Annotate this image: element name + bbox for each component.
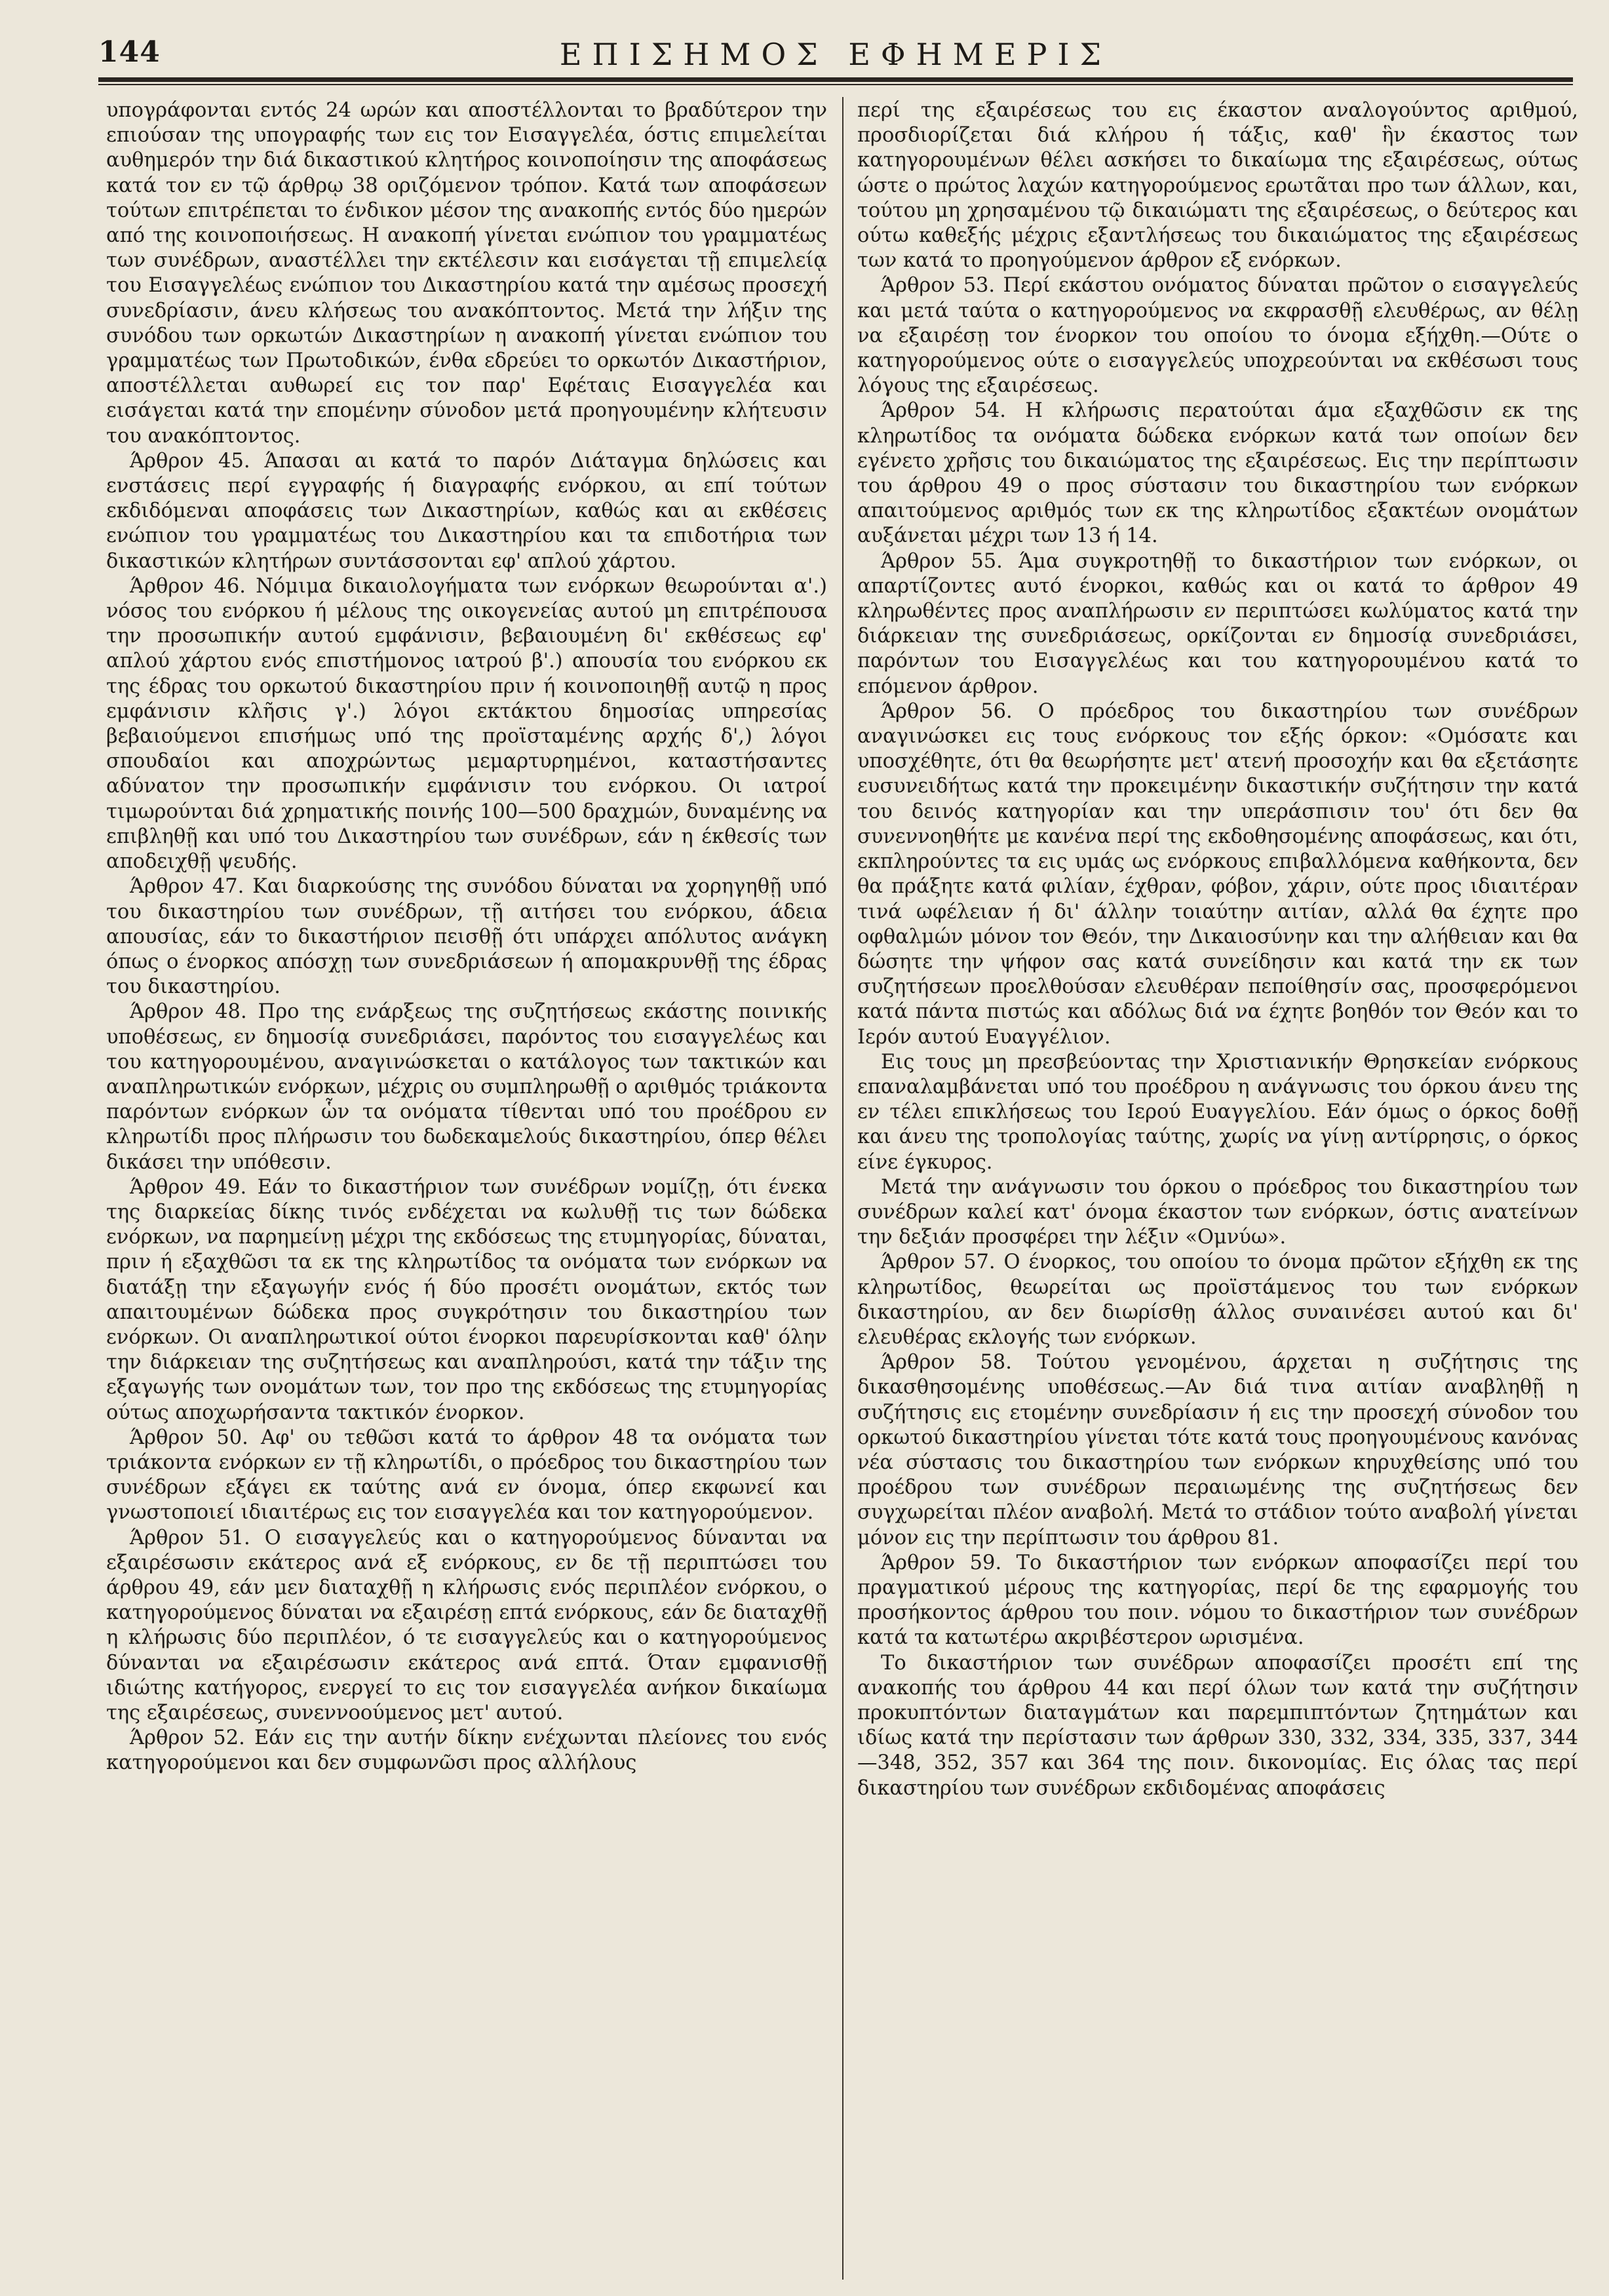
paragraph: υπογράφονται εντός 24 ωρών και αποστέλλονται το βραδύτερον την επιούσαν της υπογραφής των εις τον Εισαγγελέα, όστις επιμελείται αυθημερόν την διά δικαστικού κλητήρος κοινοποίησιν της αποφάσεως κατά τον εν τῷ άρθρῳ 38 οριζόμενον τρόπον. Κατά των αποφάσεων τούτων επιτρέπεται το ένδικον μέσον της ανακοπής εντός δύο ημερών από της κοινοποιήσεως. Η ανακοπή γίνεται ενώπιον του γραμματέως των συνέδρων, αναστέλλει την εκτέλεσιν και εισάγεται τῇ επιμελείᾳ του Εισαγγελέως ενώπιον του Δικαστηρίου κατά την αμέσως προσεχή συνεδρίασιν, άνευ κλήσεως του ανακόπτοντος. Μετά την λήξιν της συνόδου των ορκωτών Δικαστηρίων η ανακοπή γίνεται ενώπιον του γραμματέως των Πρωτοδικών, ένθα εδρεύει το ορκωτόν Δικαστήριον, αποστέλλεται αυθωρεί εις τον παρ' Εφέταις Εισαγγελέα και εισάγεται κατά την επομένην σύνοδον μετά προηγουμένην κλήτευσιν του ανακόπτοντος.: [106, 99, 827, 448]
article-47: Άρθρον 47. Και διαρκούσης της συνόδου δύναται να χορηγηθῇ υπό του δικαστηρίου των συνέδρων, τῇ αιτήσει του ενόρκου, άδεια απουσίας, εάν το δικαστήριον πεισθῇ ότι υπάρχει απόλυτος ανάγκη όπως ο ένορκος απόσχῃ των συνεδριάσεων ή απομακρυνθῇ της έδρας του δικαστηρίου.: [106, 875, 827, 999]
page-header: [98, 31, 1573, 77]
left-column: [106, 98, 827, 1776]
paragraph: Το δικαστήριον των συνέδρων αποφασίζει προσέτι επί της ανακοπής του άρθρου 44 και περί όλων των κατά την συζήτησιν προκυπτόντων διαταγμάτων και παρεμπιπτόντων ζητημάτων και ιδίως κατά την περίστασιν των άρθρων 330, 332, 334, 335, 337, 344—348, 352, 357 και 364 της ποιν. δικονομίας. Εις όλας τας περί δικαστηρίου των συνέδρων εκδιδομένας αποφάσεις: [857, 1651, 1578, 1800]
running-title: ΕΠΙΣΗΜΟΣ ΕΦΗΜΕΡΙΣ: [559, 37, 1112, 72]
article-48: Άρθρον 48. Προ της ενάρξεως της συζητήσεως εκάστης ποινικής υποθέσεως, εν δημοσίᾳ συνεδριάσει, παρόντος του εισαγγελέως και του κατηγορουμένου, αναγινώσκεται ο κατάλογος των τακτικών και αναπληρωτικών ενόρκων, μέχρις ου συμπληρωθῇ ο αριθμός τριάκοντα παρόντων ενόρκων ὧν τα ονόματα τίθενται υπό του προέδρου εν κληρωτίδι προς πλήρωσιν του δωδεκαμελούς δικαστηρίου, όπερ θέλει δικάσει την υπόθεσιν.: [106, 1000, 827, 1174]
article-50: Άρθρον 50. Αφ' ου τεθῶσι κατά το άρθρον 48 τα ονόματα των τριάκοντα ενόρκων εν τῇ κληρωτίδι, ο πρόεδρος του δικαστηρίου των συνέδρων εξάγει εκ ταύτης ανά εν όνομα, όπερ εκφωνεί και γνωστοποιεί ιδιαιτέρως εις τον εισαγγελέα και τον κατηγορούμενον.: [106, 1426, 827, 1525]
page-number: 144: [98, 35, 161, 69]
header-rule: [98, 77, 1573, 82]
article-58: Άρθρον 58. Τούτου γενομένου, άρχεται η συζήτησις της δικασθησομένης υποθέσεως.—Αν διά τινα αιτίαν αναβληθῇ η συζήτησις εις ετομένην συνεδρίασιν ή εις την προσεχή σύνοδον του ορκωτού δικαστηρίου γίνεται τότε κατά τους προηγουμένους κανόνας νέα σύστασις του δικαστηρίου των ενόρκων κηρυχθείσης υπό του προέδρου των συνέδρων περαιωμένης της συζητήσεως δεν συγχωρείται πλέον αναβολή. Μετά το στάδιον τούτο αναβολή γίνεται μόνον εις την περίπτωσιν του άρθρου 81.: [857, 1351, 1578, 1549]
column-divider: [842, 97, 843, 2280]
article-57: Άρθρον 57. Ο ένορκος, του οποίου το όνομα πρῶτον εξήχθη εκ της κληρωτίδος, θεωρείται ως προϊστάμενος του των ενόρκων δικαστηρίου, αν δεν διωρίσθῃ άλλος συναινέσει αυτού και δι' ελευθέρας εκλογής των ενόρκων.: [857, 1251, 1578, 1349]
article-54: Άρθρον 54. Η κλήρωσις περατούται άμα εξαχθῶσιν εκ της κληρωτίδος τα ονόματα δώδεκα ενόρκων κατά των οποίων δεν εγένετο χρῆσις του δικαιώματος της εξαιρέσεως. Εις την περίπτωσιν του άρθρου 49 ο προς σύστασιν του δικαστηρίου των ενόρκων απαιτούμενος αριθμός των εκ της κληρωτίδος εξακτέων ονομάτων αυξάνεται μέχρι των 13 ή 14.: [857, 399, 1578, 548]
paragraph: Εις τους μη πρεσβεύοντας την Χριστιανικήν Θρησκείαν ενόρκους επαναλαμβάνεται υπό του προέδρου η ανάγνωσις του όρκου άνευ της εν τέλει επικλήσεως του Ιερού Ευαγγελίου. Εάν όμως ο όρκος δοθῇ και άνευ της τροπολογίας ταύτης, χωρίς να γίνῃ αντίρρησις, ο όρκος είνε έγκυρος.: [857, 1050, 1578, 1174]
article-45: Άρθρον 45. Άπασαι αι κατά το παρόν Διάταγμα δηλώσεις και ενστάσεις περί εγγραφής ή διαγραφής ενόρκου, αι επί τούτων εκδιδόμεναι αποφάσεις των Δικαστηρίων, καθώς και αι εκθέσεις ενώπιον του γραμματέως του Δικαστηρίου και τα επιδοτήρια των δικαστικών κλητήρων συντάσσονται εφ' απλού χάρτου.: [106, 449, 827, 573]
article-51: Άρθρον 51. Ο εισαγγελεύς και ο κατηγορούμενος δύνανται να εξαιρέσωσιν εκάτερος ανά εξ ενόρκους, εν δε τῇ περιπτώσει του άρθρου 49, εάν μεν διαταχθῇ η κλήρωσις ενός περιπλέον ενόρκου, ο κατηγορούμενος δύναται να εξαιρέσῃ επτά ενόρκους, εάν δε διαταχθῇ η κλήρωσις δύο περιπλέον, ό τε εισαγγελεύς και ο κατηγορούμενος δύνανται να εξαιρέσωσιν εκάτερος ανά επτά. Όταν εμφανισθῇ ιδιώτης κατήγορος, ενεργεί το εις τον εισαγγελέα ανήκον δικαίωμα της εξαιρέσεως, συνεννοούμενος μετ' αυτού.: [106, 1526, 827, 1724]
article-52: Άρθρον 52. Εάν εις την αυτήν δίκην ενέχωνται πλείονες του ενός κατηγορούμενοι και δεν συμφωνῶσι προς αλλήλους: [106, 1726, 827, 1775]
header-rule-thin: [98, 84, 1573, 85]
article-56: Άρθρον 56. Ο πρόεδρος του δικαστηρίου των συνέδρων αναγινώσκει εις τους ενόρκους τον εξής όρκον: «Ομόσατε και υποσχέθητε, ότι θα θεωρήσητε μετ' ατενή προσοχήν και θα εξετάσητε ευσυνειδήτως κατά την προκειμένην δικαστικήν συζήτησιν την κατά του δεινός κατηγορίαν και την υπεράσπισιν του' ότι δεν θα συνεννοηθήτε με κανένα περί της εκδοθησομένης αποφάσεως, και ότι, εκπληρούντες τα εις υμάς ως ενόρκους επιβαλλόμενα καθήκοντα, δεν θα πράξητε κατά φιλίαν, έχθραν, φόβον, χάριν, ούτε προς ιδιαιτέραν τινά ωφέλειαν ή δι' άλλην τοιαύτην αιτίαν, αλλά θα έχητε προ οφθαλμών μόνον τον Θεόν, την Δικαιοσύνην και την αλήθειαν και θα δώσητε την ψήφον σας κατά συνείδησιν και κατά την εκ των συζητήσεων προελθούσαν ελευθέραν πεποίθησίν σας, προσφερόμενοι κατά πάντα πιστώς και αδόλως διά να έχητε βοηθόν τον Θεόν και το Ιερόν αυτού Ευαγγέλιον.: [857, 699, 1578, 1049]
article-49: Άρθρον 49. Εάν το δικαστήριον των συνέδρων νομίζῃ, ότι ένεκα της διαρκείας δίκης τινός ενδέχεται να κωλυθῇ τις των δώδεκα ενόρκων, να παρημείνῃ μέχρι της εκδόσεως της ετυμηγορίας, δύναται, πριν ή εξαχθῶσι τα εκ της κληρωτίδος τα ονόματα των ενόρκων να διατάξῃ την εξαγωγήν ενός ή δύο προσέτι ονομάτων, εκτός των απαιτουμένων δώδεκα προς συγκρότησιν του δικαστηρίου των ενόρκων. Οι αναπληρωτικοί ούτοι ένορκοι παρευρίσκονται καθ' όλην την διάρκειαν της συζητήσεως και αναπληρούσι, κατά την τάξιν της εξαγωγής των ονομάτων των, τον προ της εκδόσεως της ετυμηγορίας ούτως αποχωρήσαντα τακτικόν ένορκον.: [106, 1175, 827, 1424]
paragraph: Μετά την ανάγνωσιν του όρκου ο πρόεδρος του δικαστηρίου των συνέδρων καλεί κατ' όνομα έκαστον των ενόρκων, όστις ανατείνων την δεξιάν προσφέρει την λέξιν «Ομνύω».: [857, 1175, 1578, 1249]
paragraph: περί της εξαιρέσεως του εις έκαστον αναλογούντος αριθμού, προσδιορίζεται διά κλήρου ή τάξις, καθ' ἣν έκαστος των κατηγορουμένων θέλει ασκήσει το δικαίωμα της εξαιρέσεως, ούτως ώστε ο πρώτος λαχών κατηγορούμενος ερωτᾶται προ των άλλων, και, τούτου μη χρησαμένου τῷ δικαιώματι της εξαιρέσεως, ο δεύτερος και ούτω καθεξής μέχρις εξαντλήσεως του δικαιώματος της εξαιρέσεως των κατά το προηγούμενον άρθρον εξ ενόρκων.: [857, 99, 1578, 273]
article-53: Άρθρον 53. Περί εκάστου ονόματος δύναται πρῶτον ο εισαγγελεύς και μετά ταύτα ο κατηγορούμενος να εκφρασθῇ ελευθέρως, αν θέλῃ να εξαιρέσῃ τον ένορκον του οποίου το όνομα εξήχθη.—Ούτε ο κατηγορούμενος ούτε ο εισαγγελεύς υποχρεούνται να εκθέσωσι τους λόγους της εξαιρέσεως.: [857, 274, 1578, 398]
right-column: [857, 98, 1578, 1801]
article-46: Άρθρον 46. Νόμιμα δικαιολογήματα των ενόρκων θεωρούνται α'.) νόσος του ενόρκου ή μέλους της οικογενείας αυτού μη επιτρέπουσα την προσωπικήν αυτού εμφάνισιν, βεβαιουμένη δι' εκθέσεως εφ' απλού χάρτου ενός επιστήμονος ιατρού β'.) απουσία του ενόρκου εκ της έδρας του ορκωτού δικαστηρίου πριν ή κοινοποιηθῇ αυτῷ η προς εμφάνισιν κλῆσις γ'.) λόγοι εκτάκτου δημοσίας υπηρεσίας βεβαιούμενοι επισήμως υπό της προϊσταμένης αρχής δ',) λόγοι σπουδαίοι και αποχρώντως μεμαρτυρημένοι, καταστήσαντες αδύνατον την προσωπικήν εμφάνισιν του ενόρκου. Οι ιατροί τιμωρούνται διά χρηματικής ποινής 100—500 δραχμών, δυναμένης να επιβληθῇ και υπό του Δικαστηρίου των συνέδρων, εάν η έκθεσίς των αποδειχθῇ ψευδής.: [106, 574, 827, 874]
article-59: Άρθρον 59. Το δικαστήριον των ενόρκων αποφασίζει περί του πραγματικού μέρους της κατηγορίας, περί δε της εφαρμογής του προσήκοντος άρθρου του ποιν. νόμου το δικαστήριον των συνέδρων κατά τα κατωτέρω ακριβέστερον ωρισμένα.: [857, 1551, 1578, 1650]
article-55: Άρθρον 55. Άμα συγκροτηθῇ το δικαστήριον των ενόρκων, οι απαρτίζοντες αυτό ένορκοι, καθώς και οι κατά το άρθρον 49 κληρωθέντες προς αναπλήρωσιν εν περιπτώσει κωλύματος κατά την διάρκειαν της συνεδριάσεως, ορκίζονται εν δημοσίᾳ συνεδριάσει, παρόντων του Εισαγγελέως και του κατηγορουμένου κατά το επόμενον άρθρον.: [857, 549, 1578, 698]
